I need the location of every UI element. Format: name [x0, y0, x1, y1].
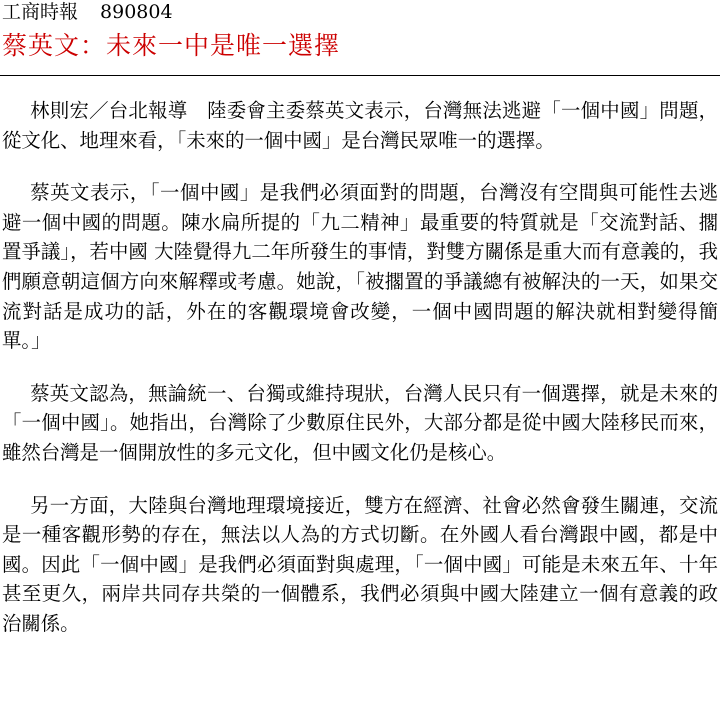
paragraph-1: 林則宏／台北報導 陸委會主委蔡英文表示，台灣無法逃避「一個中國」問題，從文化、地理來看，「未來的一個中國」是台灣民眾唯一的選擇。	[2, 99, 718, 152]
paragraph-4: 另一方面，大陸與台灣地理環境接近，雙方在經濟、社會必然會發生關連，交流是一種客觀形勢的存在，無法以人為的方式切斷。在外國人看台灣跟中國，都是中國。因此「一個中國」是我們必須面對與處理，「一個中國」可能是未來五年、十年甚至更久，兩岸共同存共榮的一個體系，我們必須與中國大陸建立一個有意義的政治關係。	[2, 493, 718, 635]
newspaper-name: 工商時報	[2, 1, 79, 23]
publication-date: 890804	[100, 1, 173, 23]
article-headline: 蔡英文：未來一中是唯一選擇	[2, 31, 341, 60]
source-line	[2, 0, 173, 24]
paragraph-3: 蔡英文認為，無論統一、台獨或維持現狀，台灣人民只有一個選擇，就是未來的「一個中國」。她指出，台灣除了少數原住民外，大部分都是從中國大陸移民而來，雖然台灣是一個開放性的多元文化，但中國文化仍是核心。	[2, 381, 718, 464]
article-body	[2, 96, 718, 662]
paragraph-2: 蔡英文表示，「一個中國」是我們必須面對的問題，台灣沒有空間與可能性去逃避一個中國的問題。陳水扁所提的「九二精神」最重要的特質就是「交流對話、擱置爭議」，若中國 大陸覺得九二年所發生的事情，對雙方關係是重大而有意義的，我們願意朝這個方向來解釋或考慮。她說，「被擱置的爭議總有被解決的一天，如果交流對話是成功的話，外在的客觀環境會改變，一個中國問題的解決就相對變得簡單。」	[2, 181, 718, 353]
header-divider	[0, 75, 720, 76]
